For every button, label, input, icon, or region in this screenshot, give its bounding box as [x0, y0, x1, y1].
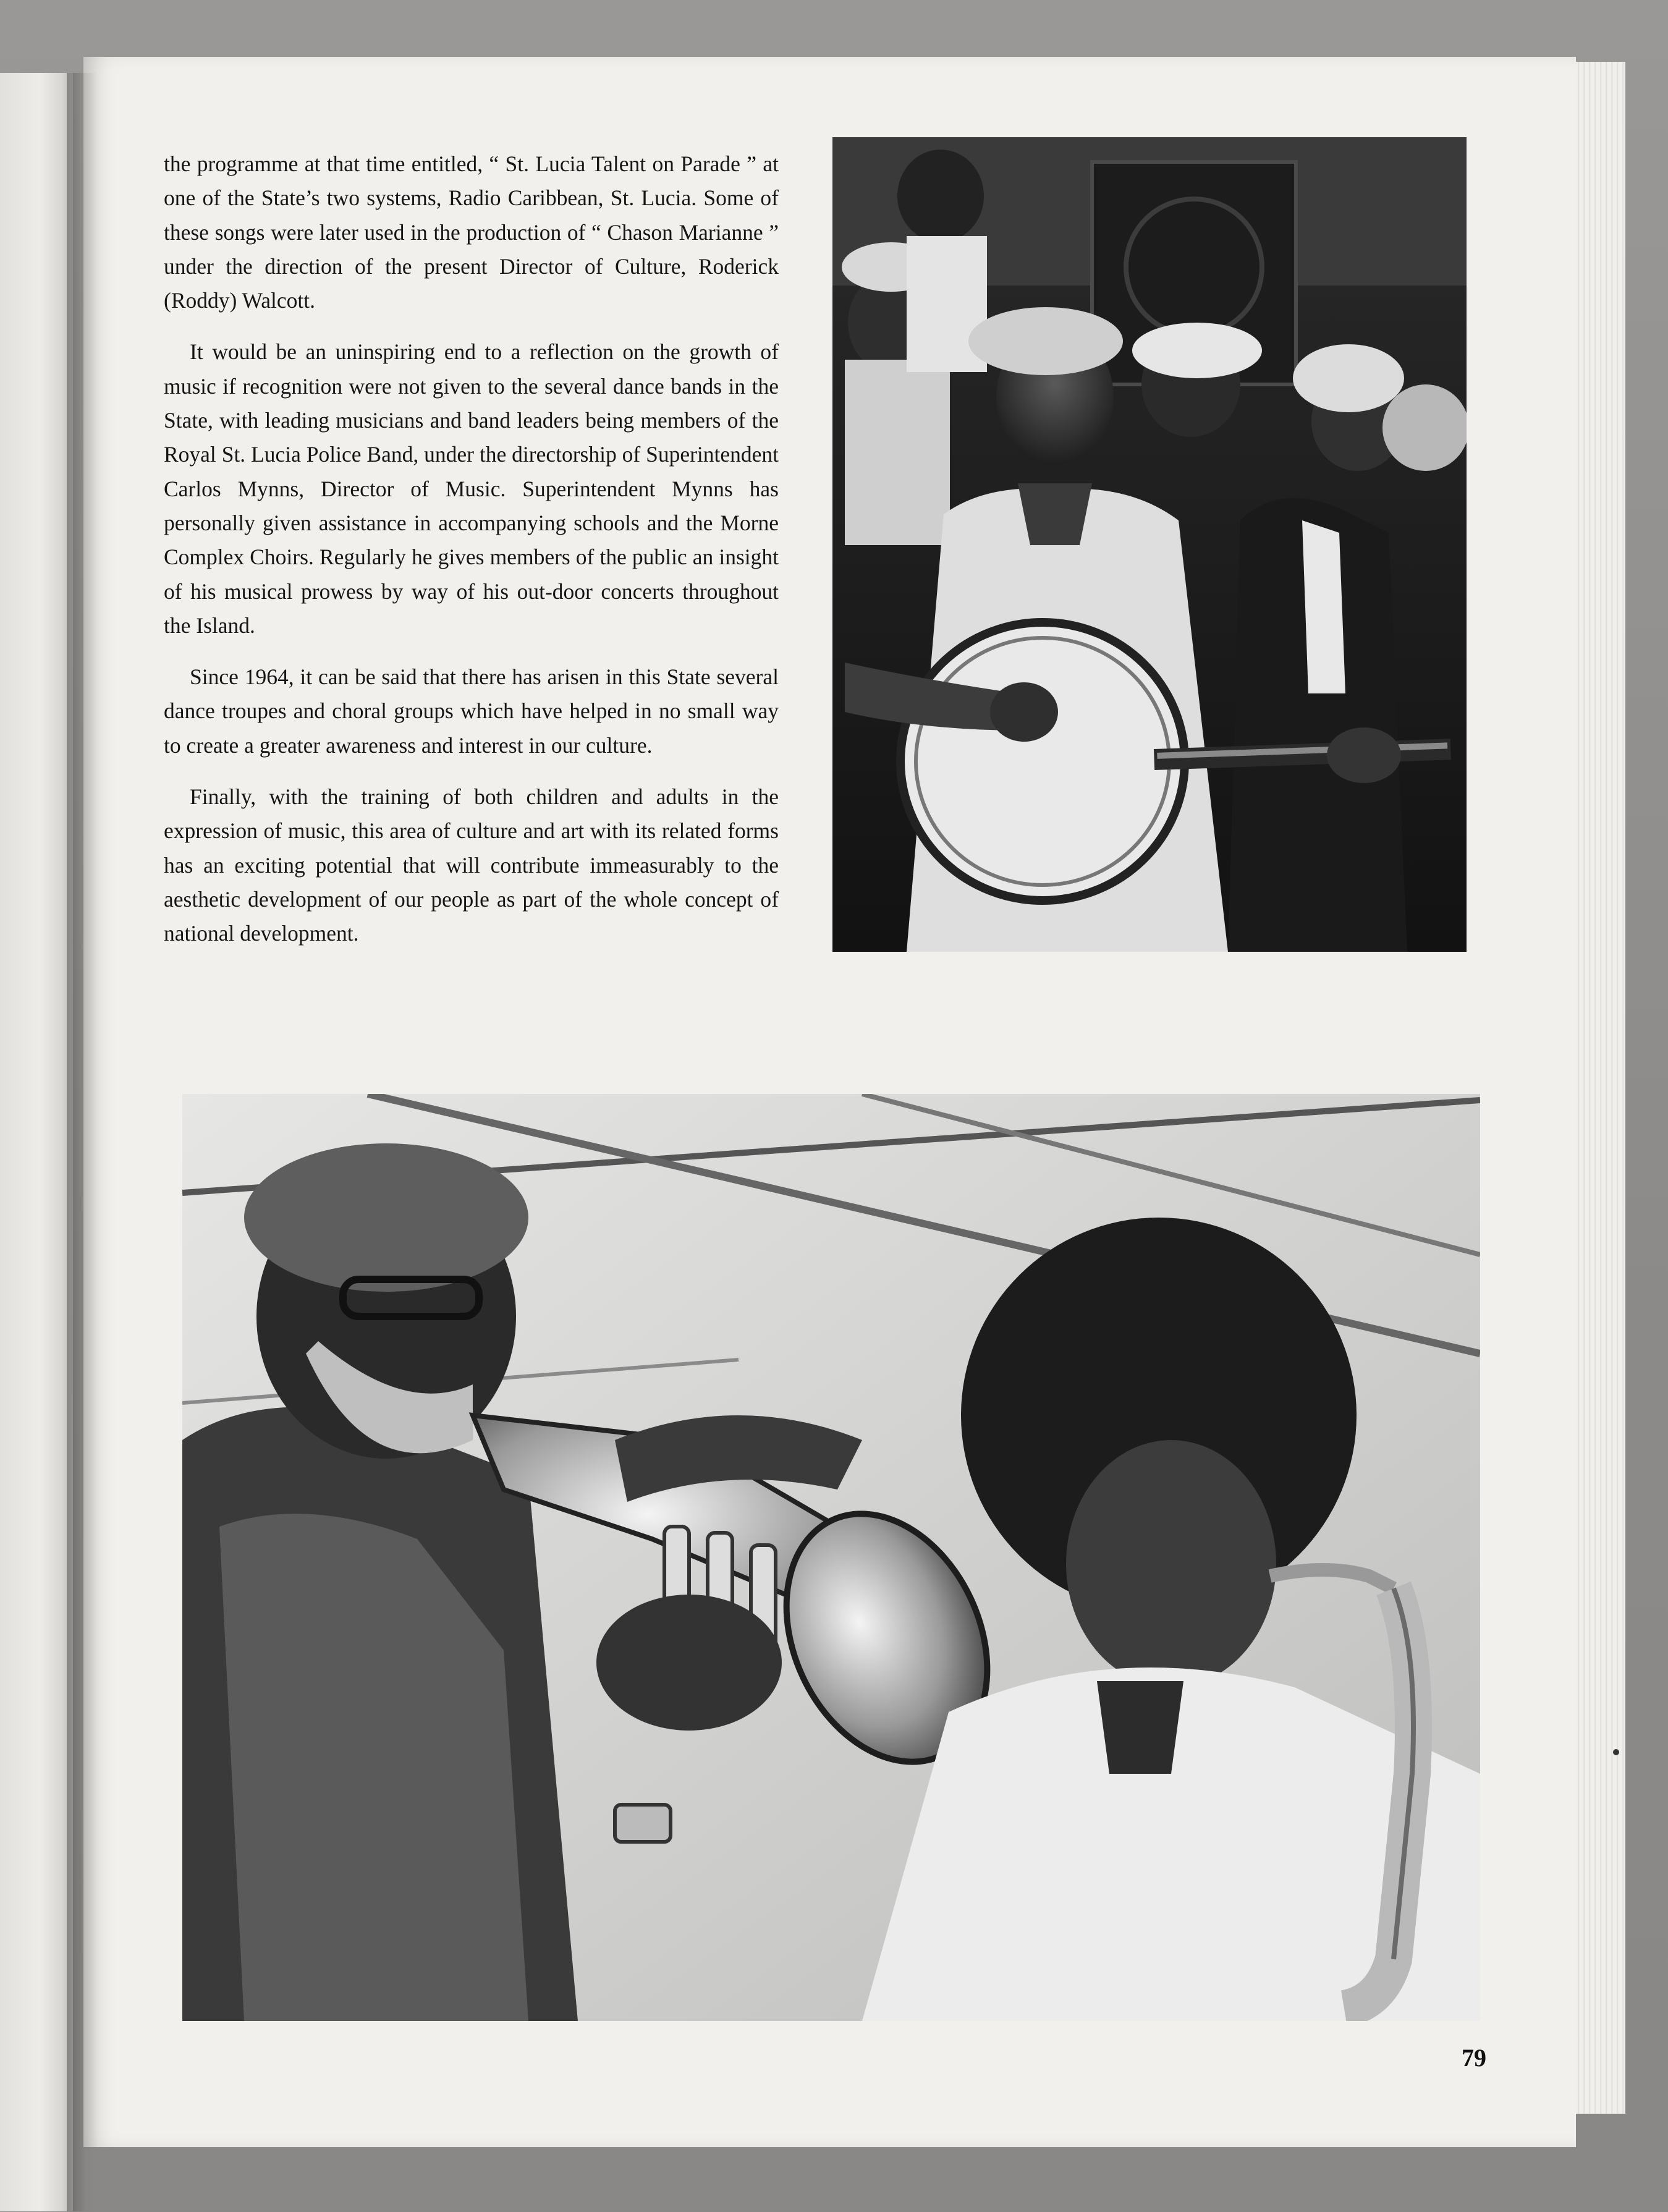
paragraph-2: It would be an uninspiring end to a reflection on the growth of music if recognition were not given to the several dance bands in the State, with leading musicians and band leaders being members of the Royal St. Lucia Police Band, under the directorship of Superintendent Carlos Mynns, Director of Music. Superintendent Mynns has personally given assistance in accompanying schools and the Morne Complex Choirs. Regularly he gives members of the public an insight of his musical prowess by way of his out-door concerts throughout the Island.	[164, 339, 779, 638]
paragraph-1: the programme at that time entitled, “ St. Lucia Talent on Parade ” at one of the State’s two systems, Radio Caribbean, St. Lucia. Some of these songs were later used in the production of “ Chason Marianne ” under the direction of the present Director of Culture, Roderick (Roddy) Walcott.	[164, 151, 779, 313]
page-number: 79	[1462, 2044, 1486, 2072]
facing-page-edge	[0, 73, 73, 2211]
article-text-column	[164, 147, 779, 968]
banjo-player-photo-art	[832, 137, 1467, 952]
banjo-player-photo	[832, 137, 1467, 952]
horn-players-photo	[182, 1094, 1480, 2021]
paragraph-4: Finally, with the training of both children and adults in the expression of music, this area of culture and art with its related forms has an exciting potential that will contribute immeasurably to the aesthetic development of our people as part of the whole concept of national development.	[164, 784, 779, 946]
paragraph-3: Since 1964, it can be said that there has arisen in this State several dance troupes and choral groups which have helped in no small way to create a greater awareness and interest in our culture.	[164, 664, 779, 758]
book-gutter-shadow	[67, 73, 98, 2211]
horn-players-photo-art	[182, 1094, 1480, 2021]
dust-speck	[1613, 1749, 1619, 1755]
